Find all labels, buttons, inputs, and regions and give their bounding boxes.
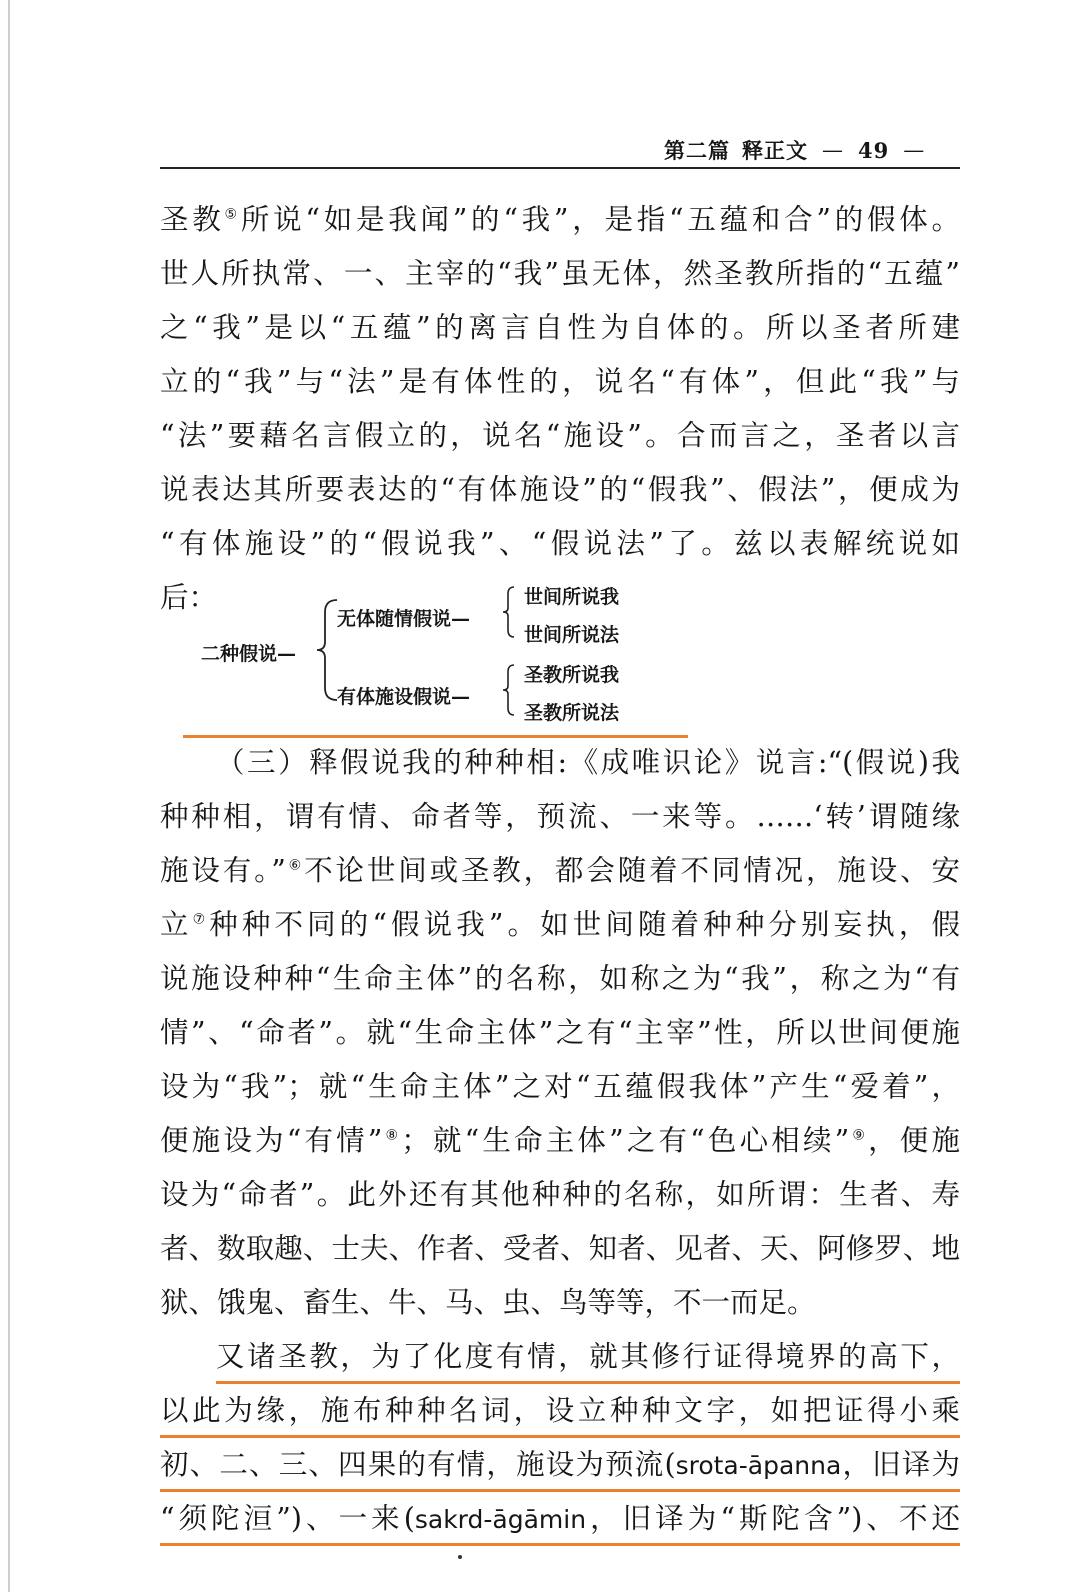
text-line: 圣教⑤所说“如是我闻”的“我”，是指“五蕴和合”的假体。 [160, 203, 960, 236]
text-line: “有体施设”的“假说我”、“假说法”了。兹以表解统说如 [160, 527, 960, 560]
paragraph-3 [160, 1330, 960, 1546]
text-line: 者、数取趣、士夫、作者、受者、知者、见者、天、阿修罗、地 [160, 1232, 960, 1265]
footnote-ref: ⑧ [382, 1127, 402, 1144]
branch-1-brace [502, 586, 516, 638]
classification-diagram [160, 580, 860, 735]
sanskrit-term: srota-āpanna [675, 1451, 842, 1480]
root-brace [315, 598, 339, 702]
text-line: 立的“我”与“法”是有体性的，说名“有体”，但此“我”与 [160, 365, 960, 398]
diagram-root: 二种假说— [201, 643, 297, 665]
header-part: 第二篇 [664, 138, 730, 163]
branch-2-brace [502, 664, 516, 716]
text-line: 后： [160, 581, 218, 614]
text-line: 设为“命者”。此外还有其他种种的名称，如所谓：生者、寿 [160, 1178, 960, 1211]
header-rule [160, 167, 960, 169]
header-dash-right: — [903, 138, 926, 162]
page-number: 49 [858, 137, 890, 163]
text-line: 狱、饿鬼、畜生、牛、马、虫、鸟等等，不一而足。 [160, 1286, 816, 1319]
page-edge [8, 0, 10, 1592]
diagram-leaf: 圣教所说法 [524, 702, 620, 724]
text-line: 设为“我”；就“生命主体”之对“五蕴假我体”产生“爱着”， [160, 1070, 960, 1103]
footnote-ref: ⑥ [285, 857, 305, 874]
diagram-branch-1: 无体随情假说— [337, 608, 471, 630]
text-line: “法”要藉名言假立的，说名“施设”。合而言之，圣者以言 [160, 419, 960, 452]
sanskrit-term: sakrd-āgāmin [414, 1505, 587, 1534]
diagram-leaf: 世间所说法 [524, 624, 620, 646]
footnote-ref: ⑦ [192, 911, 210, 928]
text-line: 立⑦种种不同的“假说我”。如世间随着种种分别妄执，假 [160, 908, 960, 941]
underlined-line: 又诸圣教，为了化度有情，就其修行证得境界的高下， [216, 1330, 960, 1384]
diagram-branch-2: 有体施设假说— [337, 686, 471, 708]
header-dash-left: — [822, 138, 844, 162]
underlined-line: 以此为缘，施布种种名词，设立种种文字，如把证得小乘 [160, 1384, 960, 1438]
paragraph-2 [160, 736, 960, 1330]
text-line: （三）释假说我的种种相:《成唯识论》说言:“(假说)我 [216, 746, 960, 779]
text-line: 说施设种种“生命主体”的名称，如称之为“我”，称之为“有 [160, 962, 960, 995]
header-section: 释正文 [742, 138, 808, 163]
text-line: 便施设为“有情”⑧；就“生命主体”之有“色心相续”⑨，便施 [160, 1124, 960, 1157]
underlined-line: “须陀洹”)、一来(sakrd-āgāmin，旧译为“斯陀含”)、不还 [160, 1492, 960, 1546]
running-header [664, 131, 960, 169]
diagram-leaf: 世间所说我 [524, 586, 620, 608]
scan-speck [458, 1555, 462, 1559]
text-line: 世人所执常、一、主宰的“我”虽无体，然圣教所指的“五蕴” [160, 257, 960, 290]
underlined-line: 初、二、三、四果的有情，施设为预流(srota-āpanna，旧译为 [160, 1438, 960, 1492]
text-line: 说表达其所要表达的“有体施设”的“假我”、假法”，便成为 [160, 473, 960, 506]
text-line: 之“我”是以“五蕴”的离言自性为自体的。所以圣者所建 [160, 311, 960, 344]
diagram-leaf: 圣教所说我 [524, 664, 620, 686]
footnote-ref: ⑨ [849, 1127, 869, 1144]
footnote-ref: ⑤ [224, 206, 241, 223]
paragraph-1 [160, 193, 960, 625]
text-line: 种种相，谓有情、命者等，预流、一来等。……‘转’谓随缘 [160, 800, 960, 833]
text-line: 施设有。”⑥不论世间或圣教，都会随着不同情况，施设、安 [160, 854, 960, 887]
text-line: 情”、“命者”。就“生命主体”之有“主宰”性，所以世间便施 [160, 1016, 960, 1049]
